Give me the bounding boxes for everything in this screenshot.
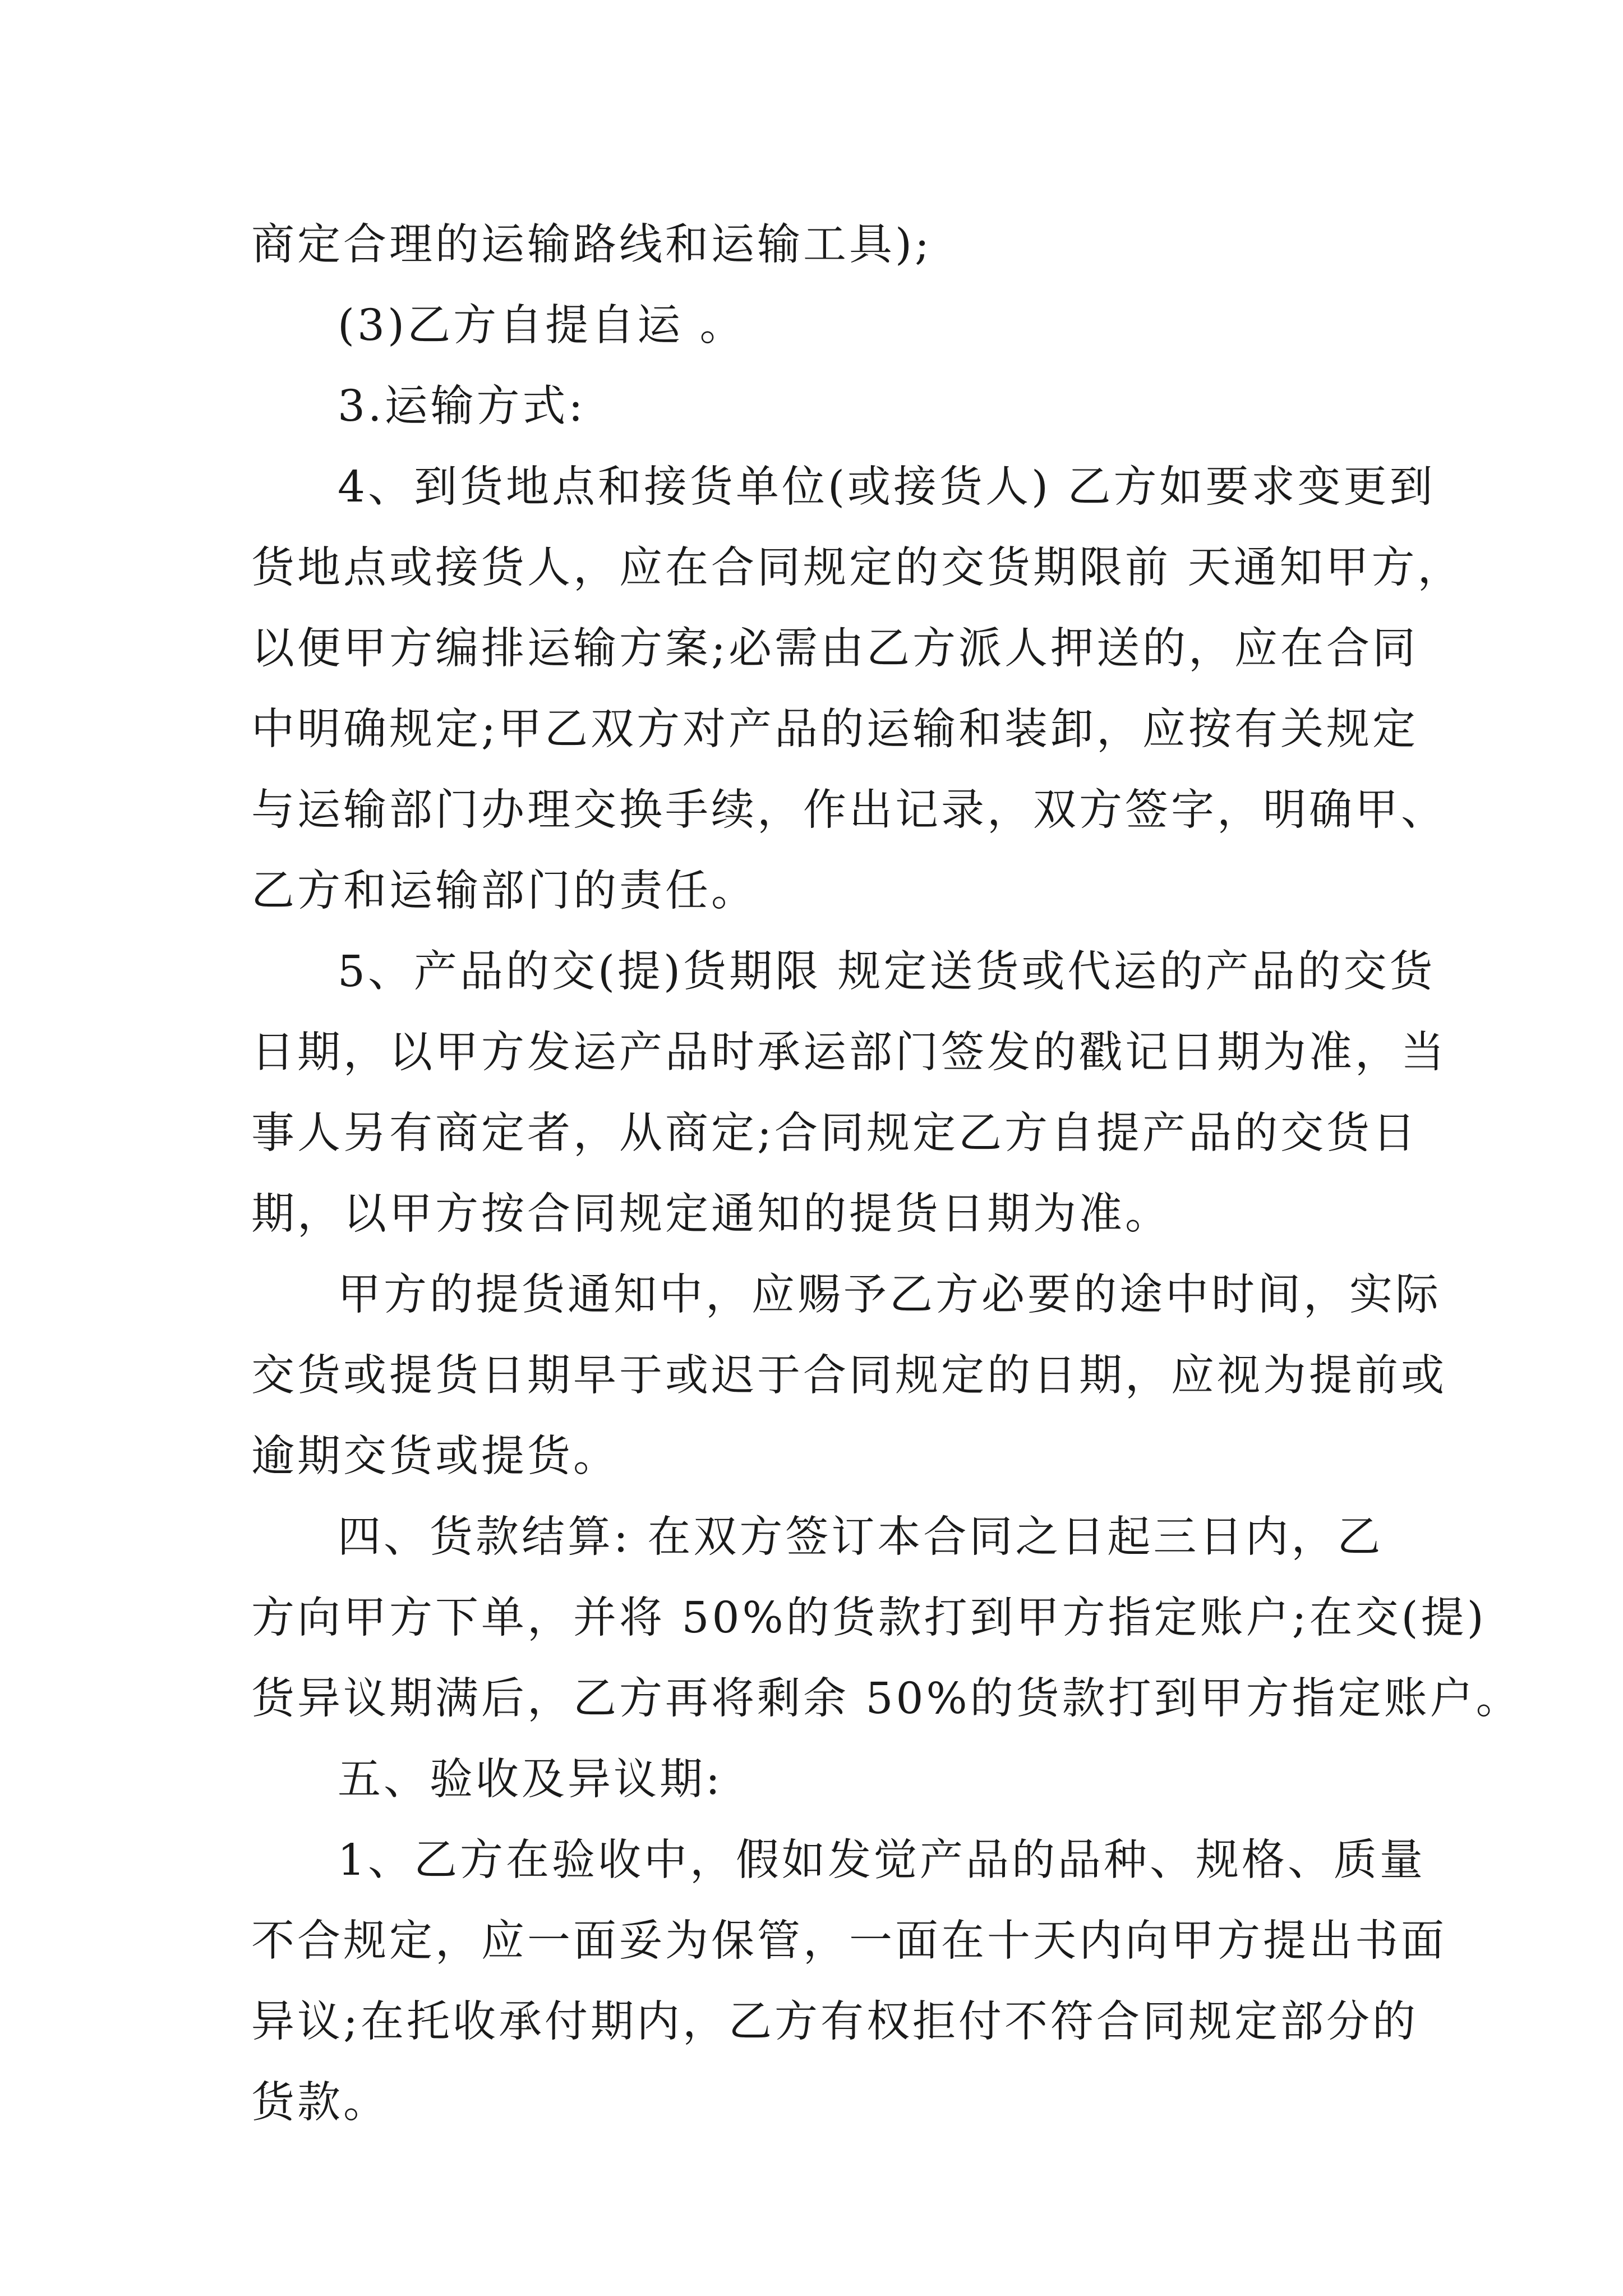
text-line: 与运输部门办理交换手续，作出记录，双方签字，明确甲、 bbox=[251, 785, 1447, 835]
text-line: 日期，以甲方发运产品时承运部门签发的戳记日期为准，当 bbox=[251, 1028, 1447, 1078]
contract-body-text bbox=[251, 205, 1522, 2143]
text-line: 期，以甲方按合同规定通知的提货日期为准。 bbox=[251, 1189, 1171, 1239]
text-line: 货异议期满后，乙方再将剩余 50%的货款打到甲方指定账户。 bbox=[251, 1674, 1522, 1724]
text-line: 乙方和运输部门的责任。 bbox=[251, 866, 757, 916]
text-line: 4、到货地点和接货单位(或接货人) 乙方如要求变更到 bbox=[338, 462, 1436, 512]
text-line: 甲方的提货通知中，应赐予乙方必要的途中时间，实际 bbox=[338, 1270, 1441, 1320]
text-line: 五、验收及异议期: bbox=[338, 1755, 723, 1805]
text-line: 货款。 bbox=[251, 2078, 389, 2128]
text-line: 商定合理的运输路线和运输工具); bbox=[251, 220, 932, 270]
text-line: 四、货款结算: 在双方签订本合同之日起三日内，乙 bbox=[338, 1512, 1384, 1562]
text-line: 3.运输方式: bbox=[338, 381, 586, 431]
text-line: 不合规定，应一面妥为保管，一面在十天内向甲方提出书面 bbox=[251, 1916, 1447, 1966]
text-line: 事人另有商定者，从商定;合同规定乙方自提产品的交货日 bbox=[251, 1108, 1418, 1158]
text-line: 以便甲方编排运输方案;必需由乙方派人押送的，应在合同 bbox=[251, 624, 1418, 674]
text-line: 逾期交货或提货。 bbox=[251, 1432, 619, 1481]
text-line: 中明确规定;甲乙双方对产品的运输和装卸，应按有关规定 bbox=[251, 705, 1418, 754]
text-line: 异议;在托收承付期内，乙方有权拒付不符合同规定部分的 bbox=[251, 1997, 1418, 2047]
text-line: 5、产品的交(提)货期限 规定送货或代运的产品的交货 bbox=[338, 947, 1436, 997]
text-line: 1、乙方在验收中，假如发觉产品的品种、规格、质量 bbox=[338, 1835, 1426, 1885]
text-line: 货地点或接货人，应在合同规定的交货期限前 天通知甲方， bbox=[251, 543, 1464, 593]
text-line: (3)乙方自提自运 。 bbox=[338, 301, 746, 351]
text-line: 交货或提货日期早于或迟于合同规定的日期，应视为提前或 bbox=[251, 1351, 1447, 1401]
text-line: 方向甲方下单，并将 50%的货款打到甲方指定账户;在交(提) bbox=[251, 1593, 1487, 1643]
